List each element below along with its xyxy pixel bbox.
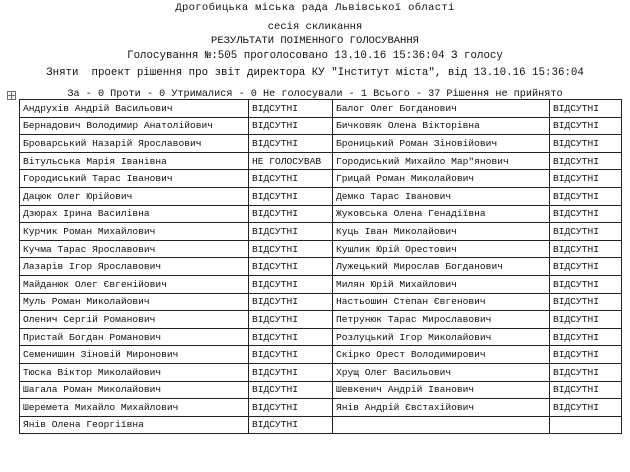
right-deputy-name: Настьошин Степан Євгенович bbox=[333, 293, 550, 311]
right-deputy-name: Демко Тарас Іванович bbox=[333, 187, 550, 205]
left-deputy-name: Оленич Сергій Романович bbox=[20, 311, 249, 329]
right-vote-status: ВІДСУТНІ bbox=[550, 240, 622, 258]
right-vote-status: ВІДСУТНІ bbox=[550, 293, 622, 311]
left-vote-status: ВІДСУТНІ bbox=[249, 381, 333, 399]
right-deputy-name: Скірко Орест Володимирович bbox=[333, 346, 550, 364]
table-row bbox=[20, 293, 622, 311]
vote-subject: Зняти проект рішення про звіт директора КУ "Інститут міста", від 13.10.16 15:36:04 bbox=[46, 67, 584, 79]
right-deputy-name: Городиський Михайло Мар"янович bbox=[333, 152, 550, 170]
left-vote-status: ВІДСУТНІ bbox=[249, 346, 333, 364]
vote-results-table bbox=[19, 99, 622, 434]
left-deputy-name: Курчик Роман Михайлович bbox=[20, 223, 249, 241]
right-deputy-name: Янів Андрій Євстахійович bbox=[333, 399, 550, 417]
vote-summary: За - 0 Проти - 0 Утрималися - 0 Не голосували - 1 Всього - 37 Рішення не прийнято bbox=[67, 89, 563, 100]
table-row bbox=[20, 311, 622, 329]
right-deputy-name: Розлуцький Ігор Миколайович bbox=[333, 328, 550, 346]
table-row bbox=[20, 275, 622, 293]
table-row bbox=[20, 416, 622, 434]
vote-info: Голосування №:505 проголосовано 13.10.16 15:36:04 З голосу bbox=[127, 50, 503, 62]
table-row bbox=[20, 152, 622, 170]
left-vote-status: ВІДСУТНІ bbox=[249, 187, 333, 205]
left-deputy-name: Дацюк Олег Юрійович bbox=[20, 187, 249, 205]
left-vote-status: ВІДСУТНІ bbox=[249, 293, 333, 311]
table-row bbox=[20, 170, 622, 188]
session-line: сесія скликання bbox=[267, 21, 363, 33]
left-deputy-name: Тюска Віктор Миколайович bbox=[20, 363, 249, 381]
right-vote-status: ВІДСУТНІ bbox=[550, 311, 622, 329]
left-vote-status: ВІДСУТНІ bbox=[249, 100, 333, 118]
right-vote-status: ВІДСУТНІ bbox=[550, 258, 622, 276]
table-row bbox=[20, 328, 622, 346]
right-vote-status: ВІДСУТНІ bbox=[550, 187, 622, 205]
left-vote-status: ВІДСУТНІ bbox=[249, 117, 333, 135]
left-vote-status: ВІДСУТНІ bbox=[249, 399, 333, 417]
left-deputy-name: Андрухів Андрій Васильович bbox=[20, 100, 249, 118]
right-vote-status bbox=[550, 416, 622, 434]
right-vote-status: ВІДСУТНІ bbox=[550, 223, 622, 241]
right-deputy-name: Милян Юрій Михайлович bbox=[333, 275, 550, 293]
right-deputy-name: Кушлик Юрій Орестович bbox=[333, 240, 550, 258]
left-deputy-name: Лазарів Ігор Ярославович bbox=[20, 258, 249, 276]
left-deputy-name: Шагала Роман Миколайович bbox=[20, 381, 249, 399]
left-vote-status: ВІДСУТНІ bbox=[249, 416, 333, 434]
left-vote-status: ВІДСУТНІ bbox=[249, 258, 333, 276]
table-row bbox=[20, 363, 622, 381]
left-deputy-name: Майданюк Олег Євгенійович bbox=[20, 275, 249, 293]
left-deputy-name: Шеремета Михайло Михайлович bbox=[20, 399, 249, 417]
table-row bbox=[20, 117, 622, 135]
left-deputy-name: Городиський Тарас Іванович bbox=[20, 170, 249, 188]
right-vote-status: ВІДСУТНІ bbox=[550, 205, 622, 223]
right-vote-status: ВІДСУТНІ bbox=[550, 399, 622, 417]
right-deputy-name: Броницький Роман Зіновійович bbox=[333, 135, 550, 153]
right-vote-status: ВІДСУТНІ bbox=[550, 170, 622, 188]
left-vote-status: ВІДСУТНІ bbox=[249, 240, 333, 258]
left-deputy-name: Бернадович Володимир Анатолійович bbox=[20, 117, 249, 135]
right-deputy-name: Жуковська Олена Генадіївна bbox=[333, 205, 550, 223]
left-vote-status: ВІДСУТНІ bbox=[249, 275, 333, 293]
table-row bbox=[20, 205, 622, 223]
right-vote-status: ВІДСУТНІ bbox=[550, 117, 622, 135]
left-deputy-name: Пристай Богдан Романович bbox=[20, 328, 249, 346]
left-vote-status: ВІДСУТНІ bbox=[249, 223, 333, 241]
right-deputy-name: Бичковяк Олена Вікторівна bbox=[333, 117, 550, 135]
right-deputy-name: Куць Іван Миколайович bbox=[333, 223, 550, 241]
right-deputy-name: Грицай Роман Миколайович bbox=[333, 170, 550, 188]
table-row bbox=[20, 100, 622, 118]
table-row bbox=[20, 381, 622, 399]
table-row bbox=[20, 240, 622, 258]
right-deputy-name: Хрущ Олег Васильович bbox=[333, 363, 550, 381]
left-vote-status: ВІДСУТНІ bbox=[249, 328, 333, 346]
table-row bbox=[20, 187, 622, 205]
left-deputy-name: Дзюрах Ірина Василівна bbox=[20, 205, 249, 223]
document-title: РЕЗУЛЬТАТИ ПОІМЕННОГО ГОЛОСУВАННЯ bbox=[211, 35, 419, 47]
right-deputy-name bbox=[333, 416, 550, 434]
left-vote-status: ВІДСУТНІ bbox=[249, 205, 333, 223]
right-deputy-name: Лужецький Мирослав Богданович bbox=[333, 258, 550, 276]
left-deputy-name: Семенишин Зіновій Миронович bbox=[20, 346, 249, 364]
left-vote-status: ВІДСУТНІ bbox=[249, 170, 333, 188]
right-vote-status: ВІДСУТНІ bbox=[550, 152, 622, 170]
right-vote-status: ВІДСУТНІ bbox=[550, 100, 622, 118]
table-row bbox=[20, 399, 622, 417]
left-deputy-name: Броварський Назарій Ярославович bbox=[20, 135, 249, 153]
right-vote-status: ВІДСУТНІ bbox=[550, 135, 622, 153]
left-deputy-name: Кучма Тарас Ярославович bbox=[20, 240, 249, 258]
table-row bbox=[20, 346, 622, 364]
table-row bbox=[20, 135, 622, 153]
left-vote-status: ВІДСУТНІ bbox=[249, 311, 333, 329]
right-deputy-name: Шевкенич Андрій Іванович bbox=[333, 381, 550, 399]
left-vote-status: НЕ ГОЛОСУВАВ bbox=[249, 152, 333, 170]
left-vote-status: ВІДСУТНІ bbox=[249, 135, 333, 153]
left-vote-status: ВІДСУТНІ bbox=[249, 363, 333, 381]
table-row bbox=[20, 223, 622, 241]
right-vote-status: ВІДСУТНІ bbox=[550, 275, 622, 293]
right-vote-status: ВІДСУТНІ bbox=[550, 363, 622, 381]
right-vote-status: ВІДСУТНІ bbox=[550, 381, 622, 399]
table-row bbox=[20, 258, 622, 276]
right-vote-status: ВІДСУТНІ bbox=[550, 346, 622, 364]
council-name: Дрогобицька міська рада Львівської області bbox=[175, 2, 455, 14]
left-deputy-name: Янів Олена Георгіївна bbox=[20, 416, 249, 434]
left-deputy-name: Муль Роман Миколайович bbox=[20, 293, 249, 311]
right-deputy-name: Балог Олег Богданович bbox=[333, 100, 550, 118]
right-vote-status: ВІДСУТНІ bbox=[550, 328, 622, 346]
left-deputy-name: Вітульська Марія Іванівна bbox=[20, 152, 249, 170]
right-deputy-name: Петрунюк Тарас Мирославович bbox=[333, 311, 550, 329]
